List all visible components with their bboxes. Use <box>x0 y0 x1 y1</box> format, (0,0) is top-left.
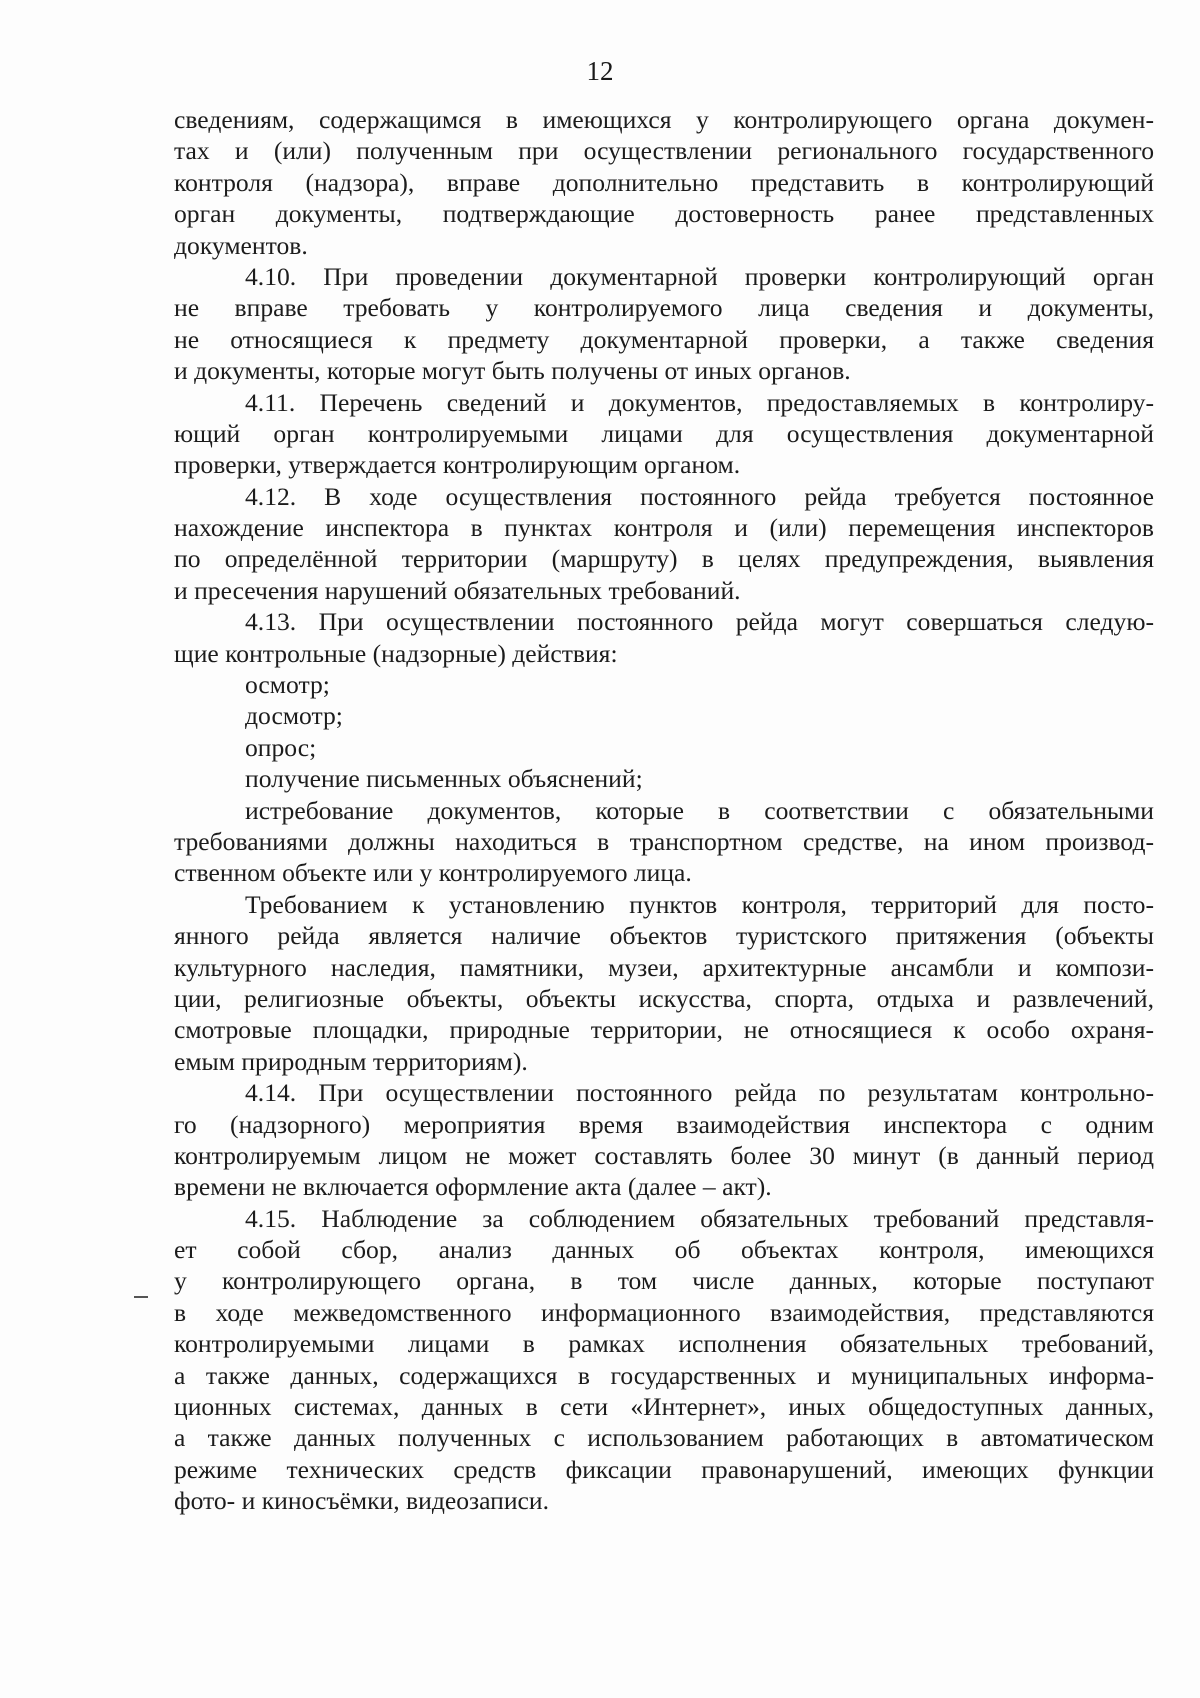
text-line: не относящиеся к предмету документарной проверки, а также сведения <box>174 324 1154 354</box>
text-line: и документы, которые могут быть получены от иных органов. <box>174 356 851 386</box>
text-line: тах и (или) полученным при осуществлении регионального государственного <box>174 136 1154 166</box>
text-line: емым природным территориям). <box>174 1046 528 1076</box>
text-line: контролируемым лицом не может составлять более 30 минут (в данный период <box>174 1140 1154 1170</box>
list-item: получение письменных объяснений; <box>245 764 643 794</box>
text-line: проверки, утверждается контролирующим органом. <box>174 450 741 480</box>
text-line: времени не включается оформление акта (далее – акт). <box>174 1172 772 1202</box>
page-number: 12 <box>586 56 614 86</box>
text-line: сведениям, содержащимся в имеющихся у контролирующего органа докумен- <box>174 105 1154 134</box>
text-line: по определённой территории (маршруту) в целях предупреждения, выявления <box>174 544 1154 574</box>
text-line: го (надзорного) мероприятия время взаимодействия инспектора с одним <box>174 1109 1154 1139</box>
list-item: досмотр; <box>245 701 343 731</box>
scan-mark <box>134 1296 148 1298</box>
text-line: фото- и киносъёмки, видеозаписи. <box>174 1486 549 1516</box>
text-line: 4.15. Наблюдение за соблюдением обязательных требований представля- <box>245 1203 1154 1233</box>
text-line: а также данных, содержащихся в государственных и муниципальных информа- <box>174 1360 1154 1390</box>
text-line: смотровые площадки, природные территории, не относящиеся к особо охраня- <box>174 1015 1154 1045</box>
text-line: и пресечения нарушений обязательных требований. <box>174 575 741 605</box>
text-line: требованиями должны находиться в транспортном средстве, на ином производ- <box>174 826 1154 856</box>
text-line: ции, религиозные объекты, объекты искусства, спорта, отдыха и развлечений, <box>174 983 1154 1013</box>
text-line: 4.14. При осуществлении постоянного рейда по результатам контрольно- <box>245 1078 1154 1108</box>
text-line: контроля (надзора), вправе дополнительно представить в контролирующий <box>174 167 1154 197</box>
text-line: Требованием к установлению пунктов контроля, территорий для посто- <box>245 889 1154 919</box>
text-line: культурного наследия, памятники, музеи, архитектурные ансамбли и компози- <box>174 952 1154 982</box>
text-line: истребование документов, которые в соответствии с обязательными <box>245 795 1154 825</box>
text-line: нахождение инспектора в пунктах контроля и (или) перемещения инспекторов <box>174 513 1154 543</box>
text-line: ционных системах, данных в сети «Интернет», иных общедоступных данных, <box>174 1392 1154 1422</box>
text-line: 4.12. В ходе осуществления постоянного рейда требуется постоянное <box>245 481 1154 511</box>
text-line: орган документы, подтверждающие достоверность ранее представленных <box>174 199 1154 229</box>
text-line: щие контрольные (надзорные) действия: <box>174 638 618 668</box>
text-line: 4.13. При осуществлении постоянного рейда могут совершаться следую- <box>245 607 1154 637</box>
text-line: ственном объекте или у контролируемого лица. <box>174 858 692 888</box>
text-line: контролируемыми лицами в рамках исполнения обязательных требований, <box>174 1329 1154 1359</box>
text-line: ет собой сбор, анализ данных об объектах контроля, имеющихся <box>174 1235 1154 1265</box>
text-line: 4.11. Перечень сведений и документов, предоставляемых в контролиру- <box>245 387 1154 417</box>
document-body <box>174 104 1154 1517</box>
text-line: 4.10. При проведении документарной проверки контролирующий орган <box>245 261 1154 291</box>
list-item: опрос; <box>245 732 317 762</box>
text-line: режиме технических средств фиксации правонарушений, имеющих функции <box>174 1454 1154 1484</box>
text-line: у контролирующего органа, в том числе данных, которые поступают <box>174 1266 1154 1296</box>
text-line: ющий орган контролируемыми лицами для осуществления документарной <box>174 418 1154 448</box>
text-line: а также данных полученных с использованием работающих в автоматическом <box>174 1423 1154 1453</box>
text-line: янного рейда является наличие объектов туристского притяжения (объекты <box>174 921 1154 951</box>
text-line: в ходе межведомственного информационного взаимодействия, представляются <box>174 1297 1154 1327</box>
list-item: осмотр; <box>245 670 330 700</box>
text-line: не вправе требовать у контролируемого лица сведения и документы, <box>174 293 1154 323</box>
text-line: документов. <box>174 230 308 260</box>
